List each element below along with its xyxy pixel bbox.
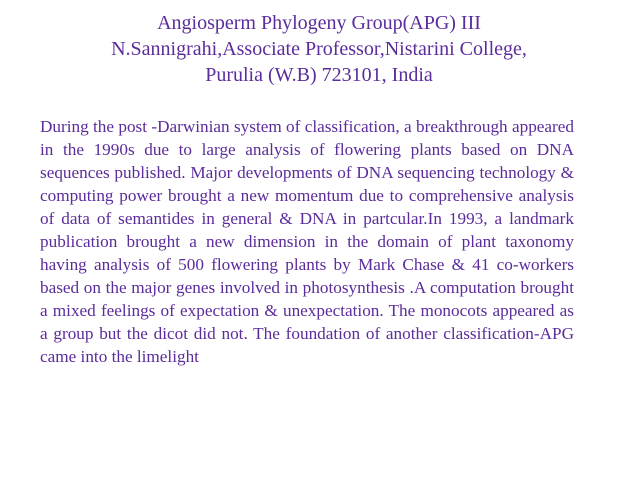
title-line-3: Purulia (W.B) 723101, India [205,64,433,86]
slide-title [0,10,638,88]
title-line-2: N.Sannigrahi,Associate Professor,Nistarini College, [111,38,527,60]
body-paragraph: During the post -Darwinian system of classification, a breakthrough appeared in the 1990s due to large analysis of flowering plants based on DNA sequences published. Major developments of DNA sequencing technology & computing power brought a new momentum due to comprehensive analysis of data of semantides in general & DNA in partcular.In 1993, a landmark publication brought a new dimension in the domain of plant taxonomy having analysis of 500 flowering plants by Mark Chase & 41 co-workers based on the major genes involved in photosynthesis .A computation brought a mixed feelings of expectation & unexpectation. The monocots appeared as a group but the dicot did not. The foundation of another classification-APG came into the limelight [40,117,574,366]
title-line-1: Angiosperm Phylogeny Group(APG) III [157,12,481,34]
